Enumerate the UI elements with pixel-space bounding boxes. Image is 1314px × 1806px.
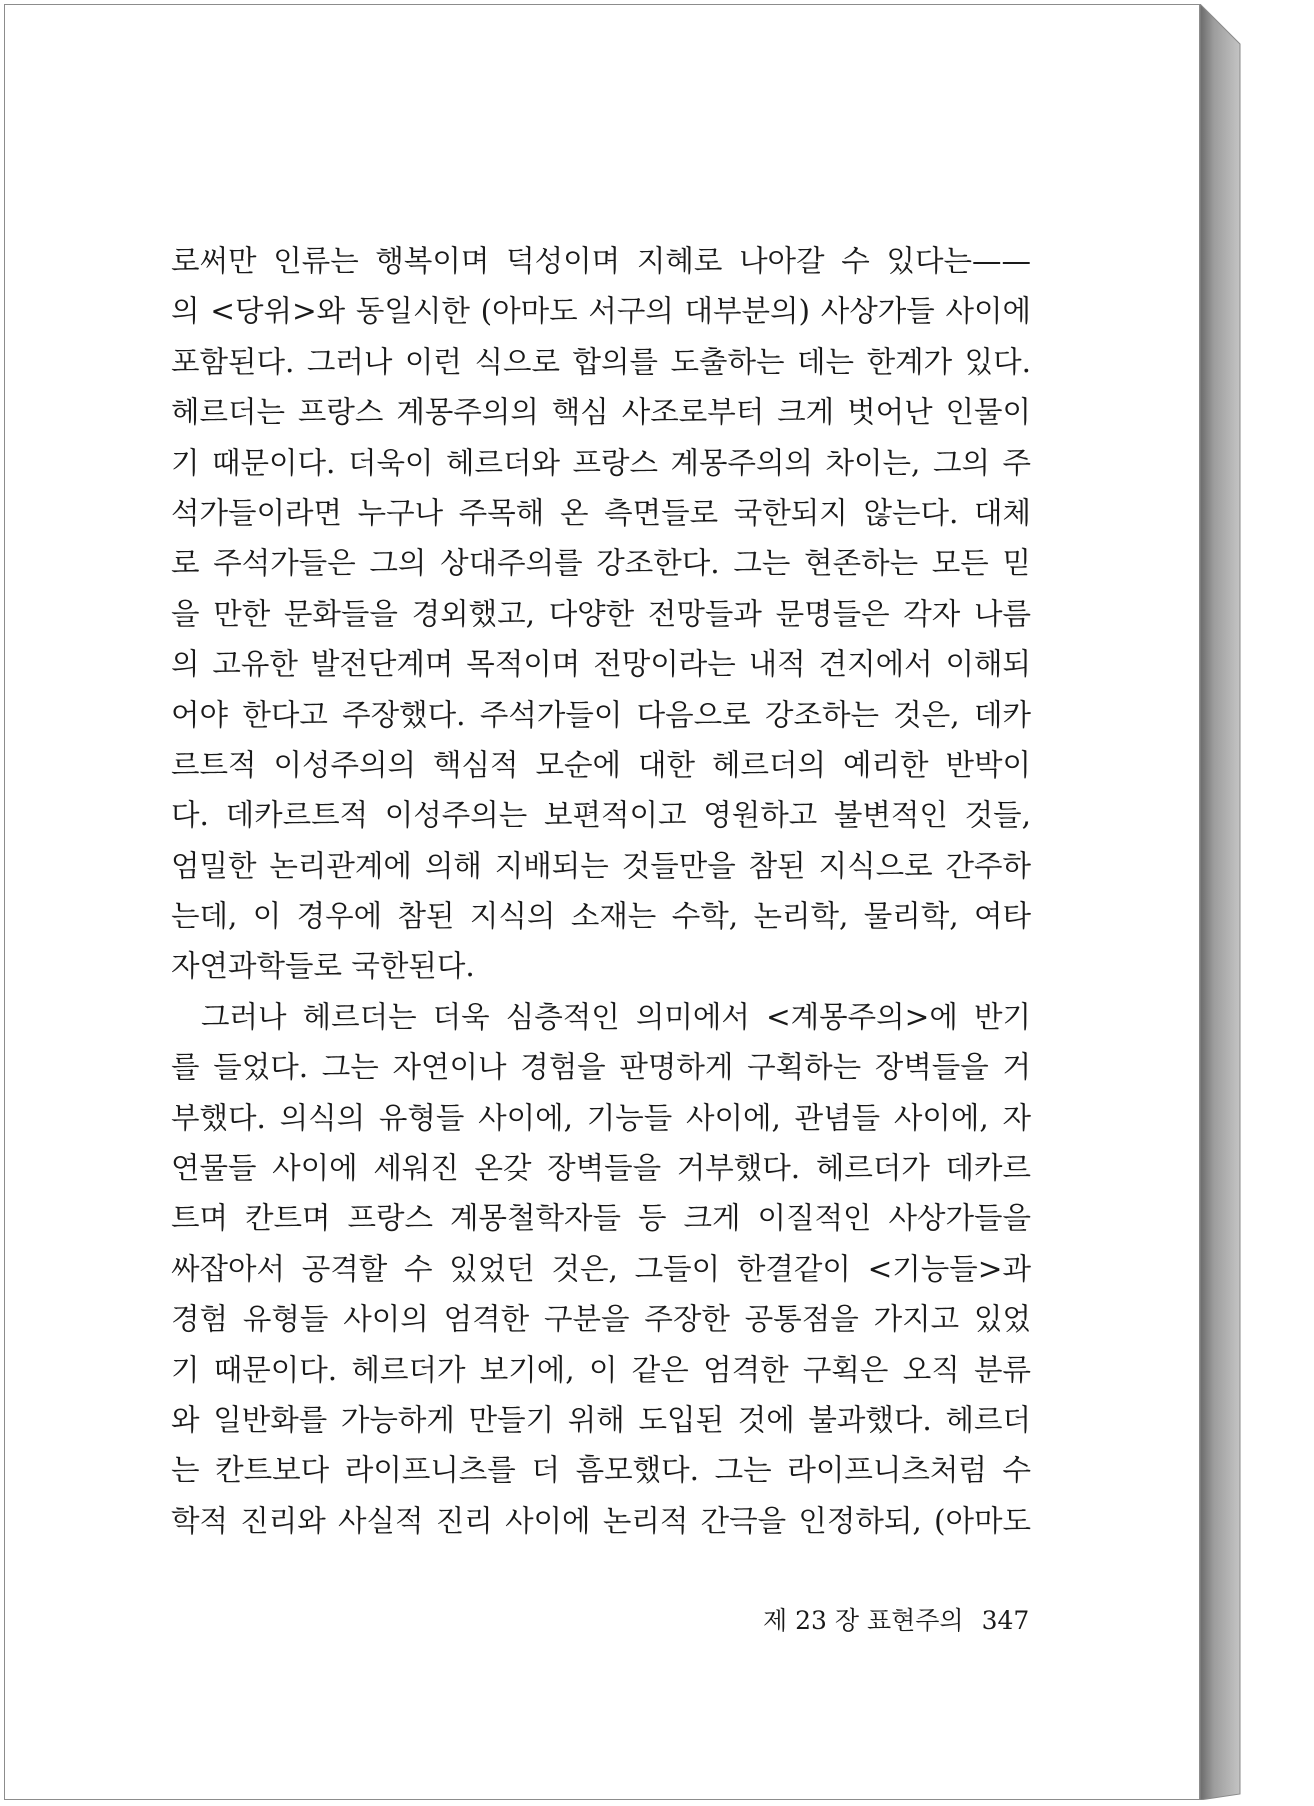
text-line: 포함된다. 그러나 이런 식으로 합의를 도출하는 데는 한계가 있다. <box>171 344 1031 379</box>
text-line: 를 들었다. 그는 자연이나 경험을 판명하게 구획하는 장벽들을 거 <box>171 1050 1031 1085</box>
text-line: 석가들이라면 누구나 주목해 온 측면들로 국한되지 않는다. 대체 <box>171 495 1031 530</box>
text-line: 르트적 이성주의의 핵심적 모순에 대한 헤르더의 예리한 반박이 <box>171 747 1031 782</box>
text-line: 다. 데카르트적 이성주의는 보편적이고 영원하고 불변적인 것들, <box>171 798 1031 833</box>
text-line: 기 때문이다. 헤르더가 보기에, 이 같은 엄격한 구획은 오직 분류 <box>171 1352 1031 1387</box>
text-line: 의 <당위>와 동일시한 (아마도 서구의 대부분의) 사상가들 사이에 <box>171 294 1031 329</box>
page-footer <box>763 1601 1029 1637</box>
text-line: 헤르더는 프랑스 계몽주의의 핵심 사조로부터 크게 벗어난 인물이 <box>171 395 1031 430</box>
text-line: 자연과학들로 국한된다. <box>171 949 475 984</box>
text-line: 엄밀한 논리관계에 의해 지배되는 것들만을 참된 지식으로 간주하 <box>171 848 1031 883</box>
text-line: 기 때문이다. 더욱이 헤르더와 프랑스 계몽주의의 차이는, 그의 주 <box>171 445 1031 480</box>
book-edge-thickness <box>1200 4 1252 1800</box>
body-text <box>171 236 1031 1546</box>
text-line: 는 칸트보다 라이프니츠를 더 흠모했다. 그는 라이프니츠처럼 수 <box>171 1453 1031 1488</box>
text-line: 와 일반화를 가능하게 만들기 위해 도입된 것에 불과했다. 헤르더 <box>171 1402 1031 1437</box>
running-footer-chapter: 제 23 장 표현주의 <box>763 1606 964 1635</box>
text-line: 을 만한 문화들을 경외했고, 다양한 전망들과 문명들은 각자 나름 <box>171 596 1031 631</box>
text-line: 경험 유형들 사이의 엄격한 구분을 주장한 공통점을 가지고 있었 <box>171 1302 1031 1337</box>
text-line: 는데, 이 경우에 참된 지식의 소재는 수학, 논리학, 물리학, 여타 <box>171 899 1031 934</box>
text-line: 학적 진리와 사실적 진리 사이에 논리적 간극을 인정하되, (아마도 <box>171 1503 1031 1538</box>
text-line: 그러나 헤르더는 더욱 심층적인 의미에서 <계몽주의>에 반기 <box>201 999 1031 1034</box>
text-line: 로 주석가들은 그의 상대주의를 강조한다. 그는 현존하는 모든 믿 <box>171 546 1031 581</box>
book-page <box>4 4 1200 1800</box>
text-line: 트며 칸트며 프랑스 계몽철학자들 등 크게 이질적인 사상가들을 <box>171 1201 1031 1236</box>
text-line: 로써만 인류는 행복이며 덕성이며 지혜로 나아갈 수 있다는—— <box>171 244 1031 278</box>
text-line: 부했다. 의식의 유형들 사이에, 기능들 사이에, 관념들 사이에, 자 <box>171 1100 1031 1135</box>
text-line: 싸잡아서 공격할 수 있었던 것은, 그들이 한결같이 <기능들>과 <box>171 1251 1031 1286</box>
page-number: 347 <box>981 1606 1030 1635</box>
text-line: 어야 한다고 주장했다. 주석가들이 다음으로 강조하는 것은, 데카 <box>171 697 1031 732</box>
text-line: 연물들 사이에 세워진 온갖 장벽들을 거부했다. 헤르더가 데카르 <box>171 1151 1031 1186</box>
text-line: 의 고유한 발전단계며 목적이며 전망이라는 내적 견지에서 이해되 <box>171 647 1031 682</box>
